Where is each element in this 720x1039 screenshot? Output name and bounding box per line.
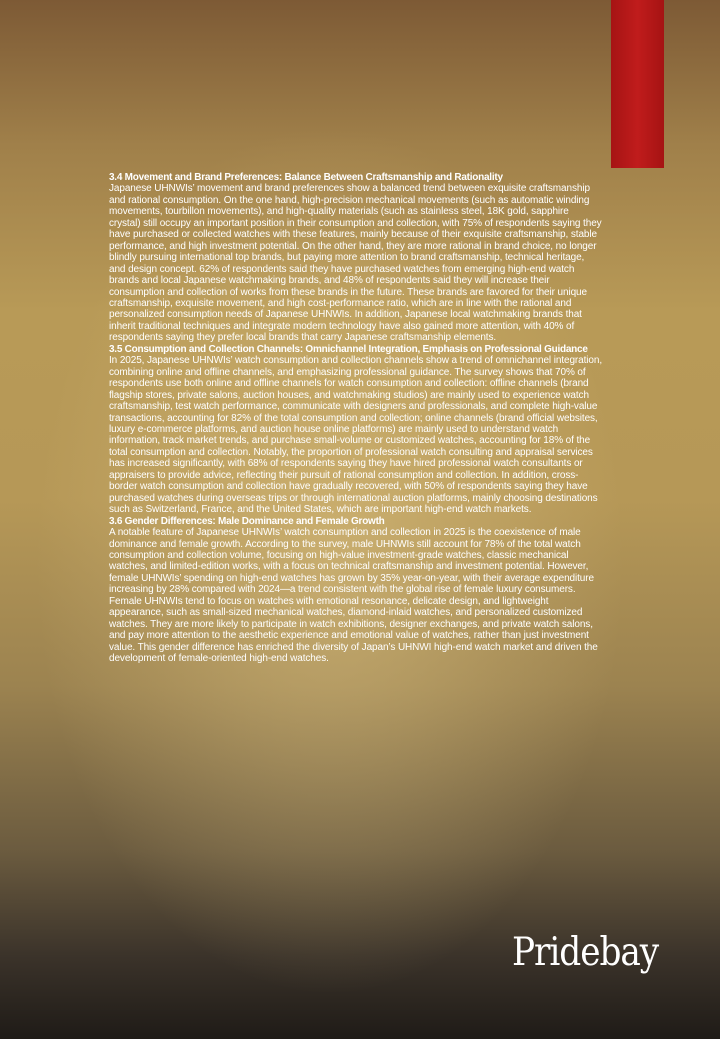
section-heading: 3.4 Movement and Brand Preferences: Balance Between Craftsmanship and Rationality: [109, 172, 503, 183]
section-paragraph: In 2025, Japanese UHNWIs’ watch consumption and collection channels show a trend of omnichannel integration, combining online and offline channels, and emphasizing professional guidance. The survey shows that 70% of respondents use both online and offline channels for watch consumption and collection: offline channels (brand flagship stores, private salons, auction houses, and watchmaking studios) are mainly used to experience watch craftsmanship, test watch performance, communicate with designers and professionals, and complete high-value transactions, accounting for 82% of the total consumption and collection; online channels (brand official websites, luxury e-commerce platforms, and auction house online platforms) are mainly used to understand watch information, track market trends, and purchase small-volume or customized watches, accounting for 18% of the total consumption and collection. Notably, the proportion of professional watch consulting and appraisal services has increased significantly, with 68% of respondents saying they have hired professional watch consultants or appraisers to provide advice, reflecting their pursuit of rational consumption and collection. In addition, cross-border watch consumption and collection have gradually recovered, with 50% of respondents saying they have purchased watches during overseas trips or through international auction platforms, mainly choosing destinations such as Switzerland, France, and the United States, which are important high-end watch markets.: [109, 355, 603, 516]
section-3-6: [109, 516, 602, 665]
section-3-4: [109, 172, 602, 344]
section-paragraph: A notable feature of Japanese UHNWIs’ watch consumption and collection in 2025 is the coexistence of male dominance and female growth. According to the survey, male UHNWIs still account for 78% of the total watch consumption and collection volume, focusing on high-value investment-grade watches, classic mechanical watches, and limited-edition works, with a focus on technical craftsmanship and investment potential. However, female UHNWIs’ spending on high-end watches has grown by 35% year-on-year, with their average expenditure increasing by 28% compared with 2024—a trend consistent with the global rise of female luxury consumers. Female UHNWIs tend to focus on watches with emotional resonance, delicate design, and lightweight appearance, such as small-sized mechanical watches, diamond-inlaid watches, and personalized customized watches. They are more likely to participate in watch exhibitions, designer exchanges, and private watch salons, and pay more attention to the aesthetic experience and emotional value of watches, rather than just investment value. This gender difference has enriched the diversity of Japan’s UHNWI high-end watch market and driven the development of female-oriented high-end watches.: [109, 527, 598, 665]
brand-logo: Pridebay: [512, 930, 659, 975]
section-3-5: [109, 344, 602, 516]
section-paragraph: Japanese UHNWIs’ movement and brand preferences show a balanced trend between exquisite craftsmanship and rational consumption. On the one hand, high-precision mechanical movements (such as automatic winding movements, tourbillon movements), and high-quality materials (such as stainless steel, 18K gold, sapphire crystal) still occupy an important position in their consumption and collection, with 75% of respondents saying they have purchased or collected watches with these features, mainly because of their exquisite craftsmanship, stable performance, and high investment potential. On the other hand, they are more rational in brand choice, no longer blindly pursuing international top brands, but paying more attention to brand craftsmanship, technical heritage, and design concept. 62% of respondents said they have purchased watches from emerging high-end watch brands and local Japanese watchmaking brands, and 48% of respondents said they will increase their consumption and collection of works from these brands in the future. These brands are favored for their unique craftsmanship, exquisite movement, and high cost-performance ratio, which are in line with the rational and personalized consumption needs of Japanese UHNWIs. In addition, Japanese local watchmaking brands that inherit traditional techniques and integrate modern technology have also gained more attention, with 40% of respondents saying they prefer local brands that carry Japanese craftsmanship elements.: [109, 183, 602, 344]
section-heading: 3.6 Gender Differences: Male Dominance and Female Growth: [109, 515, 385, 527]
red-bookmark-tab: [611, 0, 664, 168]
section-heading: 3.5 Consumption and Collection Channels: Omnichannel Integration, Emphasis on Professional Guidance: [109, 343, 588, 355]
article-body: [109, 172, 602, 664]
